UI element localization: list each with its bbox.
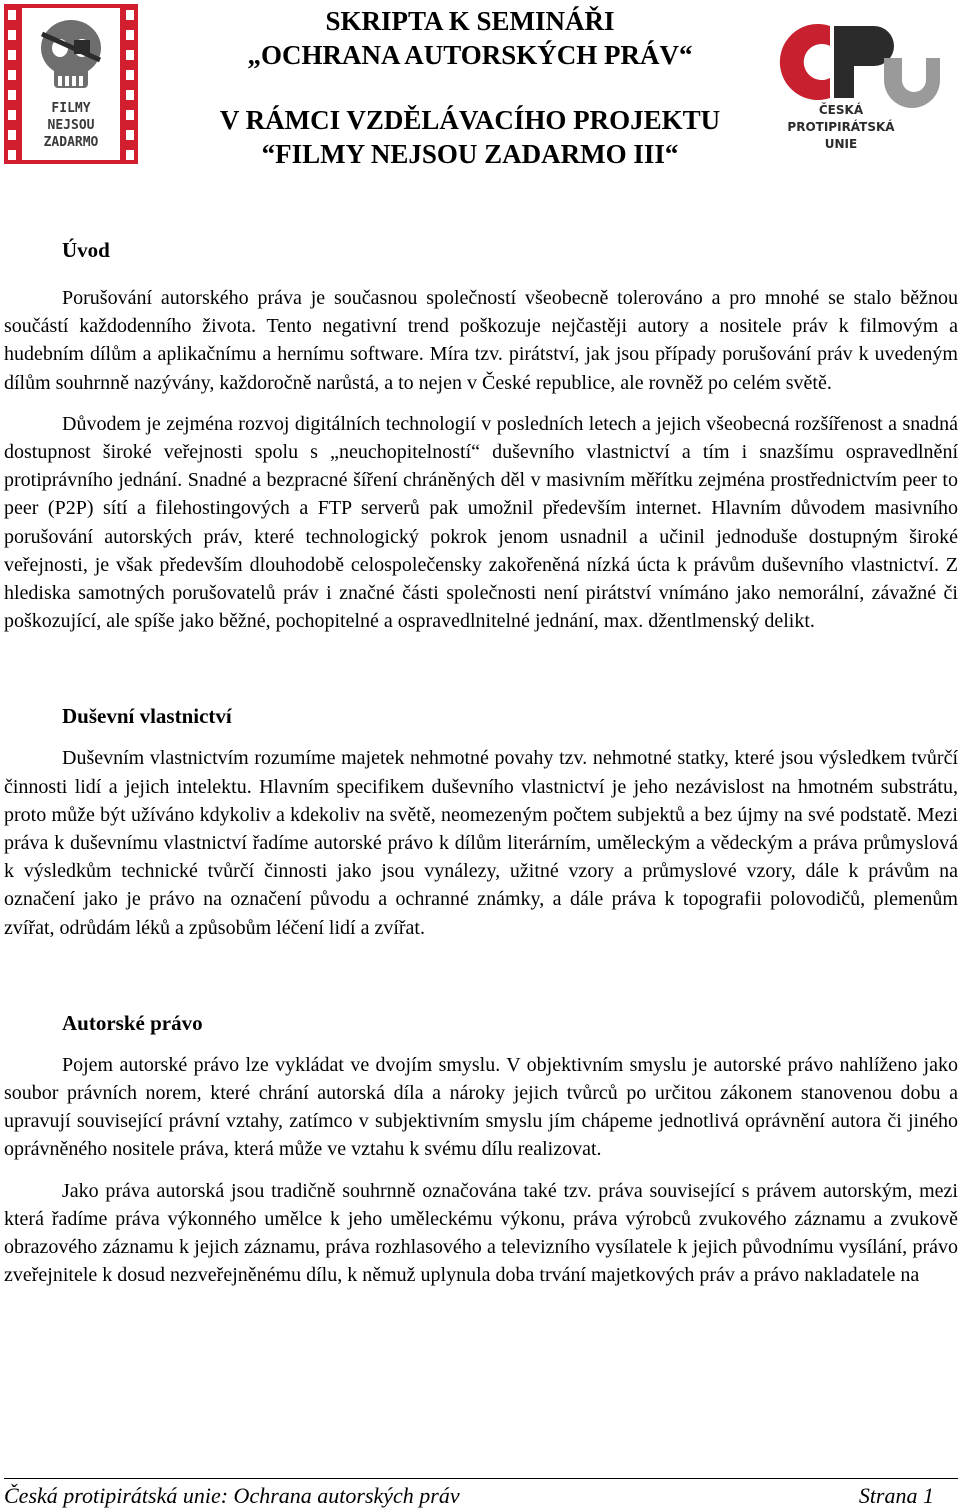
paragraph: Důvodem je zejména rozvoj digitálních technologií v posledních letech a jejich všeobecná rozšířenost a snadná dostupnost široké veřejnosti spolu s „neuchopitelností“ duševního vlastnictví a tím i snazšímu ospravedlnění protiprávního jednání. Snadné a bezpracné šíření chráněných děl v masivním měřítku zejména prostřednictvím peer to peer (P2P) sítí a filehostingových a FTP serverů pak umožnil především internet. Hlavním důvodem masivního porušování autorských práv, které technologický pokrok jenom usnadnil a učinil jednoduše dostupným široké veřejnosti, je však především dlouhodobě celospolečensky zakořeněná nízká úcta k právům duševního vlastnictví. Z hlediska samotných porušovatelů práv i značné části společnosti není pirátství vnímáno jako nemorální, závažné či poškozující, ale spíše jako běžné, pochopitelné a ospravedlnitelné jednání, max. džentlmenský delikt. [4,412,958,633]
footer-divider [4,1478,958,1479]
title-line-1: SKRIPTA K SEMINÁŘI [325,6,615,36]
seminar-title [160,4,780,72]
paragraph: Jako práva autorská jsou tradičně souhrnně označována také tzv. práva související s právem autorským, mezi která řadíme práva výkonného umělce k jeho uměleckému výkonu, práva výrobců zvukového záznamu a zvukově obrazového záznamu k jejich záznamu, práva rozhlasového a televizního vysílatele k jejich původnímu vysílání, právo zveřejnitele k dosud nezveřejněnému dílu, k němuž uplynula doba trvání majetkových práv a právo nakladatele na [4,1179,958,1287]
section-uvod [4,236,958,635]
document-header [0,0,960,180]
logo-right-line3: UNIE [824,137,858,151]
section-dusevni-vlastnictvi [4,702,958,941]
logo-left-line2: NEJSOU [47,118,95,133]
logo-right-line2: PROTIPIRÁTSKÁ [787,120,895,134]
logo-left-line1: FILMY [51,101,91,116]
title-line-4: “FILMY NEJSOU ZADARMO III“ [261,139,679,169]
logo-left-line3: ZADARMO [43,135,99,150]
section-heading: Úvod [62,238,110,262]
title-line-2: „OCHRANA AUTORSKÝCH PRÁV“ [247,40,693,70]
page-number: Strana 1 [858,1483,934,1508]
paragraph: Porušování autorského práva je současnou společností všeobecně tolerováno a pro mnohé se stalo běžnou součástí každodenního života. Tento negativní trend poškozuje nejčastěji autory a nositele práv k filmovým a hudebním dílům a aplikačnímu a hernímu software. Míra tzv. pirátství, jak jsou případy porušování práv k uvedeným dílům souhrnně nazývány, každoročně narůstá, a to nejen v České republice, ale rovněž po celém světě. [4,287,958,394]
section-heading: Autorské právo [62,1010,203,1035]
paragraph: Duševním vlastnictvím rozumíme majetek nehmotné povahy tzv. nehmotné statky, které jsou výsledkem tvůrčí činnosti lidí a jejich intelektu. Hlavním specifikem duševního vlastnictví je jeho nezávislost na hmotném substrátu, proto může být užíváno kdykoliv a kdekoliv na světě, neomezeným počtem subjektů a bez újmy na své podstatě. Mezi práva k duševnímu vlastnictví řadíme autorské právo k dílům literárním, uměleckým a vědeckým a práva průmyslová k výsledkům technické tvůrčí činnosti jako jsou vynálezy, užitné vzory a průmyslové vzory, dále k právům na označení jako je právo na označení původu a ochranné známky, a dále práva k topografii polovodičů, plemenům zvířat, odrůdám léků a způsobům léčení lidí a zvířat. [4,747,958,939]
page-footer [4,1482,958,1510]
document-body [4,236,958,1289]
title-line-3: V RÁMCI VZDĚLÁVACÍHO PROJEKTU [219,105,721,135]
footer-publisher: Česká protipirátská unie: Ochrana autorských práv [4,1483,460,1508]
paragraph: Pojem autorské právo lze vykládat ve dvojím smyslu. V objektivním smyslu je autorské právo nahlíženo jako soubor právních norem, které chrání autorská díla a nároky jejich tvůrců po určitou zákonem stanovenou dobu a upravují související právní vztahy, zatímco v subjektivním smyslu jím chápeme jednotlivá oprávnění autora či jiného oprávněného nositele práva, která může ve vztahu k svému dílu realizovat. [4,1053,958,1161]
project-title [160,103,780,171]
logo-right-line1: ČESKÁ [818,103,864,117]
filmy-nejsou-zadarmo-logo [4,4,138,164]
ceska-protipiratska-unie-logo [776,18,946,158]
cpu-logo-icon [776,18,946,108]
section-heading: Duševní vlastnictví [62,704,232,729]
section-autorske-pravo [4,1009,958,1290]
